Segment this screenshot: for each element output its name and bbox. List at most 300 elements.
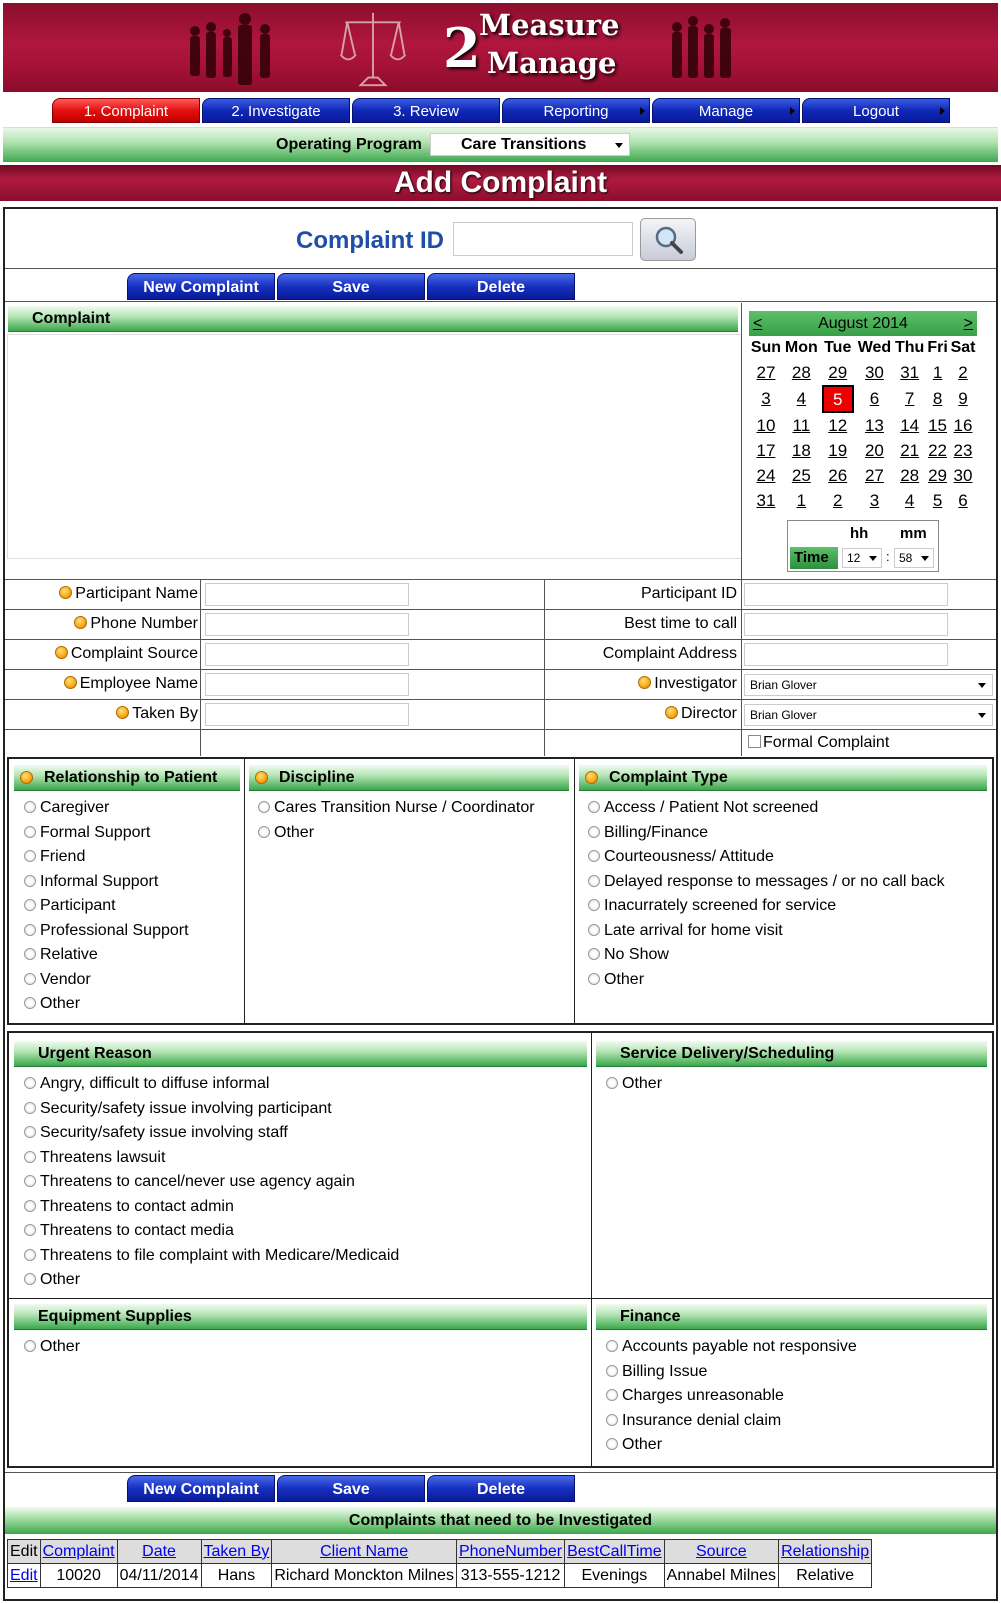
calendar-day[interactable]: 1 <box>932 362 943 382</box>
divider <box>5 699 996 700</box>
radio-button[interactable] <box>258 826 270 838</box>
urgent-reason-option[interactable] <box>24 1146 399 1171</box>
discipline-options <box>258 796 535 845</box>
urgent-reason-option-label: Threatens to contact media <box>40 1222 234 1239</box>
magnifier-icon <box>641 219 697 262</box>
urgent-reason-option-label: Security/safety issue involving staff <box>40 1124 288 1141</box>
table-cell: 313-555-1212 <box>456 1564 564 1588</box>
radio-button[interactable] <box>588 973 600 985</box>
calendar-day[interactable]: 31 <box>900 362 920 382</box>
calendar-day[interactable]: 6 <box>869 389 880 408</box>
radio-button[interactable] <box>588 801 600 813</box>
finance-option-label: Accounts payable not responsive <box>622 1338 857 1355</box>
director-value: Brian Glover <box>750 708 817 722</box>
table-row <box>8 1564 872 1588</box>
nav-manage[interactable]: Manage <box>652 98 800 123</box>
relationship-options <box>24 796 189 1017</box>
discipline-header: Discipline <box>249 765 569 791</box>
radio-button[interactable] <box>24 875 36 887</box>
relationship-option-label: Caregiver <box>40 799 110 816</box>
radio-button[interactable] <box>588 924 600 936</box>
urgent-reason-option[interactable] <box>24 1097 399 1122</box>
calendar-day[interactable]: 13 <box>864 415 884 435</box>
program-value: Care Transitions <box>461 136 587 153</box>
complaint-id-label: Complaint ID <box>296 227 444 254</box>
formal-complaint-checkbox[interactable] <box>748 734 889 752</box>
chevron-down-icon <box>978 683 986 688</box>
divider <box>200 580 201 756</box>
calendar-next-link[interactable]: > <box>963 315 973 332</box>
divider <box>5 579 996 580</box>
logo-number: 2 <box>443 16 481 80</box>
table-cell: Evenings <box>565 1564 665 1588</box>
new-complaint-button[interactable]: New Complaint <box>127 1475 275 1502</box>
delete-button[interactable]: Delete <box>427 273 575 300</box>
hour-value: 12 <box>847 551 861 565</box>
calendar-day[interactable]: 25 <box>791 465 811 485</box>
complaint-type-option-label: Access / Patient Not screened <box>604 799 819 816</box>
calendar-day[interactable]: 29 <box>928 465 948 485</box>
column-header[interactable]: Relationship <box>779 1540 872 1564</box>
required-icon <box>74 616 87 629</box>
calendar-day[interactable]: 20 <box>864 440 884 460</box>
nav-review[interactable]: 3. Review <box>352 98 500 123</box>
calendar-prev-link[interactable]: < <box>753 315 763 332</box>
save-button[interactable]: Save <box>277 273 425 300</box>
director-select[interactable] <box>744 704 993 726</box>
required-icon <box>20 771 33 784</box>
table-cell <box>8 1564 41 1588</box>
calendar-day[interactable]: 30 <box>953 465 973 485</box>
nav-investigate[interactable]: 2. Investigate <box>202 98 350 123</box>
logo-measure: Measure <box>479 8 620 42</box>
relationship-option-label: Vendor <box>40 970 91 988</box>
radio-button[interactable] <box>24 1102 36 1114</box>
radio-button[interactable] <box>588 826 600 838</box>
checkbox-icon[interactable] <box>748 735 761 748</box>
complaint-type-option-label: Late arrival for home visit <box>604 921 783 939</box>
radio-button[interactable] <box>606 1365 618 1377</box>
calendar-day[interactable]: 28 <box>900 465 920 485</box>
column-header[interactable]: Taken By <box>201 1540 272 1564</box>
urgent-reason-option[interactable] <box>24 1072 399 1097</box>
day-header: Tue <box>824 339 852 356</box>
day-header: Sun <box>750 339 782 356</box>
relationship-option-label: Relative <box>40 946 98 963</box>
urgent-reason-option[interactable] <box>24 1195 399 1220</box>
table-cell: Hans <box>201 1564 272 1588</box>
selected-day[interactable]: 5 <box>822 385 854 413</box>
column-header: Edit <box>8 1540 41 1564</box>
radio-button[interactable] <box>24 1126 36 1138</box>
radio-button[interactable] <box>24 899 36 911</box>
complaint-type-option-label: No Show <box>604 946 669 963</box>
finance-header: Finance <box>596 1304 987 1330</box>
required-icon <box>116 706 129 719</box>
equipment-option[interactable] <box>24 1335 80 1360</box>
relationship-option[interactable] <box>24 968 189 993</box>
investigator-select[interactable] <box>744 674 993 696</box>
main-nav <box>52 98 950 123</box>
radio-button[interactable] <box>24 1340 36 1352</box>
radio-button[interactable] <box>606 1077 618 1089</box>
participant-name-input[interactable] <box>205 583 409 606</box>
calendar-day[interactable]: 22 <box>928 440 948 460</box>
equipment-option-label: Other <box>40 1338 81 1355</box>
finance-option[interactable] <box>606 1409 857 1434</box>
divider <box>574 759 575 1023</box>
search-button[interactable] <box>640 218 696 261</box>
finance-option-label: Other <box>622 1436 663 1453</box>
table-cell: 10020 <box>40 1564 117 1588</box>
radio-button[interactable] <box>24 1175 36 1187</box>
hour-select[interactable] <box>842 548 882 568</box>
divider <box>5 268 996 269</box>
divider <box>741 580 742 756</box>
urgent-reason-option-label: Angry, difficult to diffuse informal <box>40 1075 270 1092</box>
nav-complaint[interactable]: 1. Complaint <box>52 98 200 123</box>
calendar-day[interactable]: 23 <box>953 440 973 460</box>
divider <box>5 669 996 670</box>
divider <box>9 1298 992 1299</box>
calendar-day[interactable]: 5 <box>932 490 943 510</box>
calendar-day[interactable]: 21 <box>900 440 920 460</box>
complaint-source-input[interactable] <box>205 643 409 666</box>
best-time-label: Best time to call <box>624 615 737 632</box>
time-colon: : <box>886 549 890 564</box>
hh-label: hh <box>850 525 869 542</box>
calendar-day[interactable]: 26 <box>828 465 848 485</box>
complaint-type-option-label: Delayed response to messages / or no call back <box>604 872 945 890</box>
radio-button[interactable] <box>24 1273 36 1285</box>
table-cell: Annabel Milnes <box>664 1564 778 1588</box>
divider <box>244 759 245 1023</box>
relationship-option-label: Formal Support <box>40 823 151 841</box>
calendar-day[interactable]: 19 <box>828 440 848 460</box>
calendar-day[interactable]: 16 <box>953 415 973 435</box>
required-icon <box>638 676 651 689</box>
finance-option-label: Billing Issue <box>622 1362 708 1380</box>
calendar-day[interactable]: 3 <box>869 490 880 510</box>
save-button[interactable]: Save <box>277 1475 425 1502</box>
divider <box>5 609 996 610</box>
calendar-month: August 2014 <box>818 315 908 332</box>
complaint-address-label: Complaint Address <box>602 645 737 662</box>
discipline-option-label: Other <box>274 823 315 841</box>
investigator-label: Investigator <box>638 675 737 693</box>
day-header: Fri <box>927 339 948 356</box>
complaint-type-option[interactable] <box>588 821 945 846</box>
urgent-reason-options <box>24 1072 399 1293</box>
radio-button[interactable] <box>606 1438 618 1450</box>
mm-label: mm <box>900 525 927 542</box>
urgent-reason-option[interactable] <box>24 1219 399 1244</box>
day-header: Thu <box>894 339 925 356</box>
phone-number-input[interactable] <box>205 613 409 636</box>
relationship-option[interactable] <box>24 845 189 870</box>
calendar-day[interactable]: 7 <box>904 389 915 408</box>
top-button-row <box>127 273 575 300</box>
complaint-type-option[interactable] <box>588 870 945 895</box>
chevron-down-icon <box>978 713 986 718</box>
urgent-reason-header: Urgent Reason <box>14 1041 587 1067</box>
radio-button[interactable] <box>24 948 36 960</box>
calendar-day[interactable]: 28 <box>791 362 811 382</box>
program-label: Operating Program <box>276 136 422 153</box>
complaint-type-option[interactable] <box>588 943 945 968</box>
complaint-type-option[interactable] <box>588 919 945 944</box>
employee-name-label: Employee Name <box>64 675 198 693</box>
calendar-day[interactable]: 6 <box>958 490 968 510</box>
participant-id-label: Participant ID <box>640 585 737 602</box>
relationship-option-label: Participant <box>40 897 116 914</box>
finance-option-label: Charges unreasonable <box>622 1387 784 1404</box>
table-cell: 04/11/2014 <box>117 1564 201 1588</box>
phone-number-label: Phone Number <box>74 615 198 633</box>
complaint-type-option-label: Courteousness/ Attitude <box>604 848 774 865</box>
edit-link[interactable]: Edit <box>10 1566 38 1584</box>
finance-option[interactable] <box>606 1360 857 1385</box>
finance-option[interactable] <box>606 1384 857 1409</box>
table-cell: Relative <box>779 1564 872 1588</box>
complaint-section-title: Complaint <box>32 310 111 327</box>
calendar-day[interactable]: 27 <box>756 362 776 382</box>
calendar-day[interactable]: 4 <box>796 389 807 408</box>
nav-reporting[interactable]: Reporting <box>502 98 650 123</box>
finance-option-label: Insurance denial claim <box>622 1411 782 1429</box>
calendar-day[interactable]: 15 <box>928 415 948 435</box>
service-delivery-options <box>606 1072 662 1097</box>
required-icon <box>64 676 77 689</box>
calendar <box>749 311 977 513</box>
radio-button[interactable] <box>258 801 270 813</box>
investigator-value: Brian Glover <box>750 678 817 692</box>
radio-button[interactable] <box>24 1200 36 1212</box>
radio-button[interactable] <box>606 1389 618 1401</box>
required-icon <box>585 771 598 784</box>
header-banner <box>3 3 998 92</box>
radio-button[interactable] <box>588 899 600 911</box>
calendar-day[interactable]: 3 <box>761 389 771 408</box>
calendar-day[interactable]: 14 <box>900 415 920 435</box>
calendar-day[interactable]: 2 <box>958 362 968 382</box>
calendar-day[interactable]: 2 <box>832 490 843 510</box>
logo-manage: Manage <box>487 46 617 80</box>
complaint-textarea[interactable] <box>7 334 742 559</box>
calendar-day[interactable]: 1 <box>796 490 807 510</box>
radio-button[interactable] <box>24 1249 36 1261</box>
finance-option[interactable] <box>606 1433 857 1458</box>
radio-button[interactable] <box>606 1340 618 1352</box>
formal-complaint-label: Formal Complaint <box>763 734 890 751</box>
radio-button[interactable] <box>588 948 600 960</box>
discipline-option[interactable] <box>258 796 535 821</box>
calendar-header <box>749 311 977 336</box>
required-icon <box>59 586 72 599</box>
urgent-reason-option-label: Threatens lawsuit <box>40 1148 166 1166</box>
complaint-address-input[interactable] <box>744 643 948 666</box>
program-select[interactable] <box>430 133 630 156</box>
taken-by-input[interactable] <box>205 703 409 726</box>
participant-name-label: Participant Name <box>59 585 198 603</box>
relationship-option-label: Professional Support <box>40 921 189 939</box>
complaint-type-option[interactable] <box>588 845 945 870</box>
radio-button[interactable] <box>24 973 36 985</box>
divider <box>5 301 996 302</box>
radio-button[interactable] <box>24 997 36 1009</box>
people-silhouette-left-icon <box>183 9 283 89</box>
page-title: Add Complaint <box>0 165 1001 201</box>
required-icon <box>55 646 68 659</box>
calendar-day[interactable]: 27 <box>864 465 884 485</box>
chevron-down-icon <box>921 556 929 561</box>
relationship-option[interactable] <box>24 894 189 919</box>
complaint-type-option[interactable] <box>588 796 945 821</box>
column-header[interactable]: PhoneNumber <box>456 1540 564 1564</box>
minute-value: 58 <box>899 551 913 565</box>
discipline-option-label: Cares Transition Nurse / Coordinator <box>274 799 535 816</box>
radio-button[interactable] <box>24 1151 36 1163</box>
required-icon <box>255 771 268 784</box>
participant-id-input[interactable] <box>744 583 948 606</box>
nav-logout[interactable]: Logout <box>802 98 950 123</box>
radio-button[interactable] <box>588 875 600 887</box>
complaint-type-header: Complaint Type <box>579 765 987 791</box>
urgent-reason-option-label: Threatens to cancel/never use agency again <box>40 1173 355 1190</box>
calendar-day[interactable]: 17 <box>756 440 776 460</box>
column-header[interactable]: Date <box>117 1540 201 1564</box>
complaint-section-header <box>8 306 738 332</box>
bottom-button-row <box>127 1475 575 1502</box>
complaint-type-option[interactable] <box>588 894 945 919</box>
urgent-reason-option-label: Threatens to file complaint with Medicare/Medicaid <box>40 1246 400 1264</box>
service-delivery-option-label: Other <box>622 1075 663 1092</box>
equipment-options <box>24 1335 80 1360</box>
relationship-option-label: Friend <box>40 848 86 865</box>
equipment-header: Equipment Supplies <box>14 1304 587 1330</box>
urgent-reason-option[interactable] <box>24 1170 399 1195</box>
radio-button[interactable] <box>24 1224 36 1236</box>
delete-button[interactable]: Delete <box>427 1475 575 1502</box>
column-header[interactable]: BestCallTime <box>565 1540 665 1564</box>
director-label: Director <box>665 705 737 723</box>
calendar-day[interactable]: 12 <box>828 415 848 435</box>
column-header[interactable]: Client Name <box>272 1540 457 1564</box>
relationship-option-label: Informal Support <box>40 872 159 890</box>
urgent-reason-option-label: Other <box>40 1271 81 1288</box>
chevron-down-icon <box>869 556 877 561</box>
complaint-type-option-label: Other <box>604 970 645 988</box>
column-header[interactable]: Complaint <box>40 1540 117 1564</box>
complaint-type-option[interactable] <box>588 968 945 993</box>
required-icon <box>665 706 678 719</box>
relationship-option[interactable] <box>24 943 189 968</box>
radio-button[interactable] <box>24 924 36 936</box>
new-complaint-button[interactable]: New Complaint <box>127 273 275 300</box>
service-delivery-header: Service Delivery/Scheduling <box>596 1041 987 1067</box>
table-cell: Richard Monckton Milnes <box>272 1564 457 1588</box>
divider <box>5 639 996 640</box>
calendar-day[interactable]: 11 <box>792 415 811 435</box>
radio-button[interactable] <box>24 1077 36 1089</box>
complaint-type-options <box>588 796 945 992</box>
radio-button[interactable] <box>24 801 36 813</box>
minute-select[interactable] <box>894 548 934 568</box>
complaint-type-option-label: Billing/Finance <box>604 823 709 841</box>
day-header: Mon <box>784 339 818 356</box>
urgent-reason-option-label: Security/safety issue involving participant <box>40 1099 332 1117</box>
relationship-header: Relationship to Patient <box>14 765 240 791</box>
chevron-down-icon <box>615 143 623 148</box>
finance-options <box>606 1335 857 1458</box>
submenu-arrow-icon <box>790 107 795 115</box>
divider <box>591 1033 592 1466</box>
employee-name-input[interactable] <box>205 673 409 696</box>
complaint-type-option-label: Inacurrately screened for service <box>604 897 837 914</box>
calendar-day[interactable]: 9 <box>958 389 968 408</box>
taken-by-label: Taken By <box>116 705 198 723</box>
submenu-arrow-icon <box>940 107 945 115</box>
relationship-option[interactable] <box>24 992 189 1017</box>
complaint-source-label: Complaint Source <box>55 645 198 663</box>
calendar-day[interactable]: 10 <box>756 415 776 435</box>
relationship-option[interactable] <box>24 870 189 895</box>
finance-option[interactable] <box>606 1335 857 1360</box>
divider <box>5 1472 996 1473</box>
divider <box>741 303 742 580</box>
day-header: Wed <box>857 339 892 356</box>
calendar-day[interactable]: 29 <box>828 362 848 382</box>
relationship-option-label: Other <box>40 995 81 1012</box>
radio-button[interactable] <box>606 1414 618 1426</box>
divider <box>5 729 996 730</box>
people-silhouette-right-icon <box>667 9 737 89</box>
radio-button[interactable] <box>24 850 36 862</box>
time-picker <box>787 520 939 572</box>
calendar-day[interactable]: 31 <box>756 490 776 510</box>
calendar-day[interactable]: 8 <box>932 389 943 408</box>
calendar-grid <box>749 336 977 513</box>
day-header: Sat <box>950 339 976 356</box>
urgent-reason-option[interactable] <box>24 1244 399 1269</box>
calendar-day[interactable]: 4 <box>904 490 915 510</box>
service-delivery-option[interactable] <box>606 1072 662 1097</box>
urgent-reason-option[interactable] <box>24 1268 399 1293</box>
column-header[interactable]: Source <box>664 1540 778 1564</box>
calendar-day[interactable]: 24 <box>756 465 776 485</box>
discipline-option[interactable] <box>258 821 535 846</box>
relationship-option[interactable] <box>24 919 189 944</box>
best-time-input[interactable] <box>744 613 948 636</box>
submenu-arrow-icon <box>640 107 645 115</box>
relationship-option[interactable] <box>24 821 189 846</box>
urgent-reason-option[interactable] <box>24 1121 399 1146</box>
time-label: Time <box>790 547 838 569</box>
calendar-day[interactable]: 30 <box>864 362 884 382</box>
complaint-id-input[interactable] <box>453 222 633 256</box>
calendar-day[interactable] <box>820 385 856 413</box>
complaints-table <box>7 1539 872 1588</box>
grid-title: Complaints that need to be Investigated <box>5 1507 996 1534</box>
calendar-day[interactable]: 18 <box>791 440 811 460</box>
urgent-reason-option-label: Threatens to contact admin <box>40 1197 234 1215</box>
divider <box>544 580 545 756</box>
program-bar <box>3 127 998 162</box>
radio-button[interactable] <box>24 826 36 838</box>
radio-button[interactable] <box>588 850 600 862</box>
relationship-option[interactable] <box>24 796 189 821</box>
scales-of-justice-icon <box>338 9 408 89</box>
